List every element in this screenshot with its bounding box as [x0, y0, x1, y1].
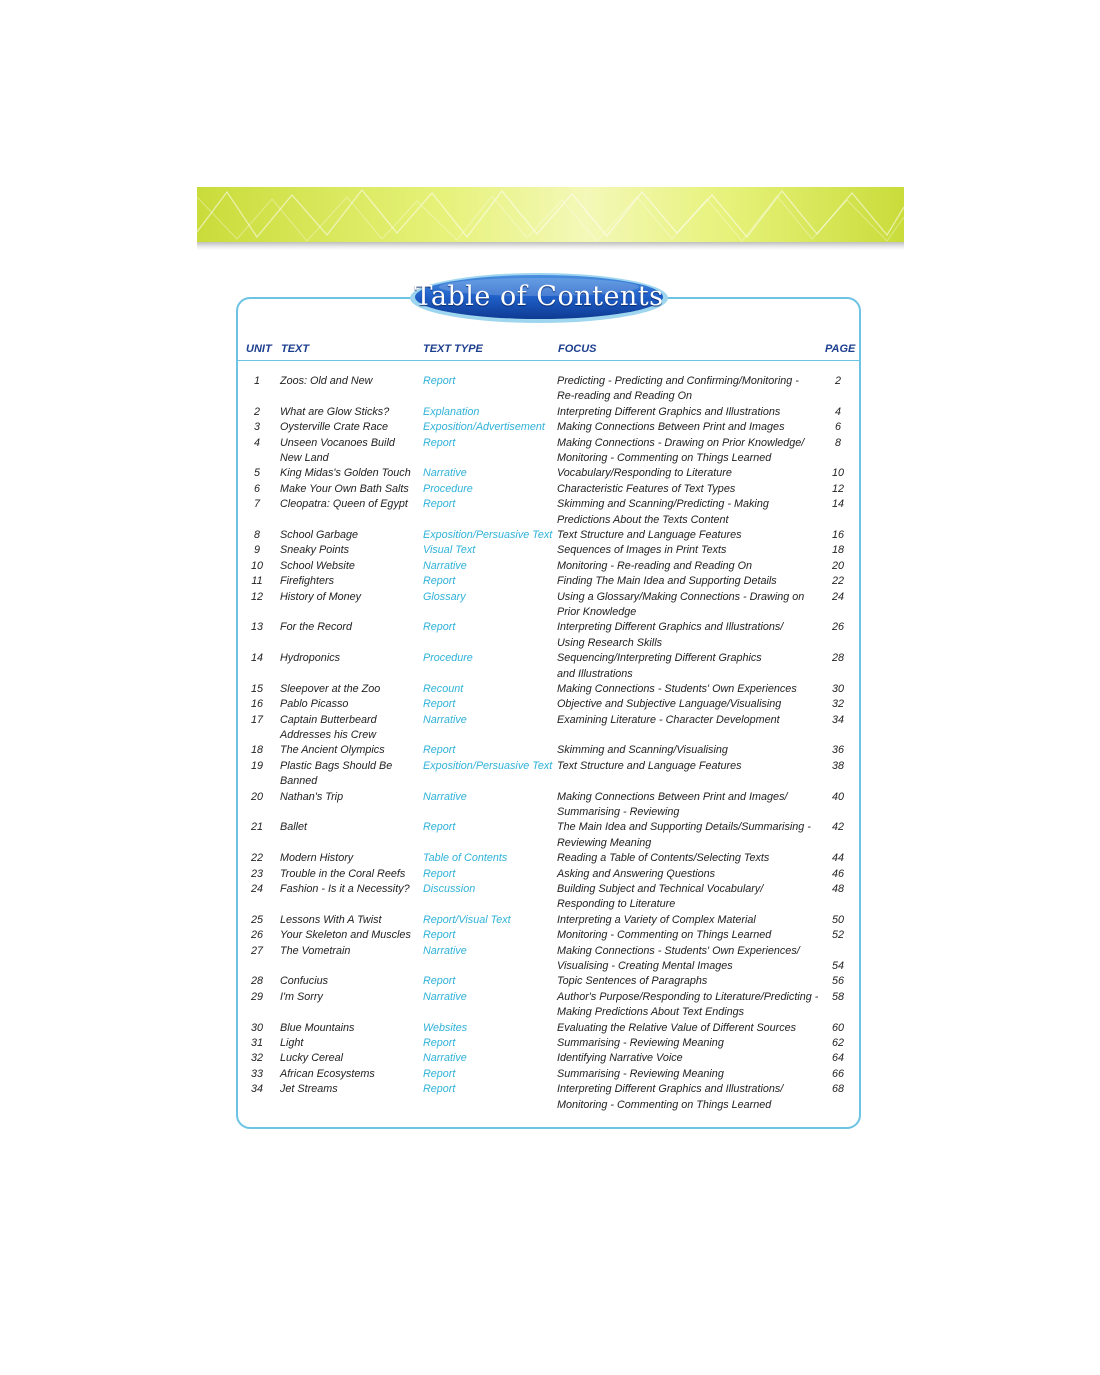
page-number: 60: [831, 1021, 844, 1034]
toc-row: [0, 759, 1100, 790]
text-type: Websites: [423, 1021, 468, 1034]
text-title-line: I'm Sorry: [280, 990, 323, 1003]
text-title-line: Nathan's Trip: [280, 790, 344, 803]
focus-line: Monitoring - Commenting on Things Learned: [557, 1098, 772, 1111]
unit-number: 12: [250, 590, 263, 603]
text-type: Visual Text: [423, 544, 476, 557]
toc-row: [0, 713, 1100, 744]
text-type: Narrative: [423, 1052, 467, 1065]
text-type: Report: [423, 867, 456, 880]
text-title: [280, 713, 420, 744]
toc-row: [0, 913, 1100, 928]
text-type: Glossary: [423, 590, 466, 603]
unit-number: 18: [250, 744, 263, 757]
focus-line: Making Connections - Students' Own Experiences: [557, 682, 797, 695]
focus-description: [557, 820, 822, 851]
text-title-line: History of Money: [280, 590, 362, 603]
text-title: [280, 743, 420, 758]
toc-row: [0, 697, 1100, 712]
text-title: [280, 1021, 420, 1036]
text-title: [280, 820, 420, 835]
toc-row: [0, 820, 1100, 851]
focus-description: [557, 497, 822, 528]
unit-number: 34: [250, 1083, 263, 1096]
toc-row: [0, 482, 1100, 497]
text-type: Procedure: [423, 652, 473, 665]
text-title-line: Hydroponics: [280, 652, 341, 665]
unit-number: 21: [250, 821, 263, 834]
header-text-type: TEXT TYPE: [423, 343, 483, 355]
text-title-line: African Ecosystems: [280, 1067, 375, 1080]
page-number: 10: [831, 467, 844, 480]
text-title-line: Oysterville Crate Race: [280, 421, 389, 434]
text-title: [280, 1067, 420, 1082]
focus-line: Skimming and Scanning/Predicting - Making: [557, 498, 769, 511]
text-type: Recount: [423, 682, 464, 695]
toc-row: [0, 1036, 1100, 1051]
header-focus: FOCUS: [558, 343, 597, 355]
unit-number: 11: [251, 575, 263, 588]
unit-number: 32: [250, 1052, 263, 1065]
text-type: Report: [423, 621, 456, 634]
text-title-line: Lucky Cereal: [280, 1052, 344, 1065]
focus-description: [557, 620, 822, 651]
focus-line: Text Structure and Language Features: [557, 759, 742, 772]
focus-description: [557, 974, 822, 989]
page-number: 42: [831, 821, 844, 834]
unit-number: 2: [253, 405, 260, 418]
text-title-line: Unseen Vocanoes Build: [280, 436, 395, 449]
text-title-line: Plastic Bags Should Be: [280, 759, 393, 772]
text-type: Report/Visual Text: [423, 913, 511, 926]
text-title: [280, 436, 420, 467]
page-number: 62: [831, 1037, 844, 1049]
focus-description: [557, 420, 822, 435]
text-title-line: Zoos: Old and New: [280, 375, 373, 387]
focus-description: [557, 682, 822, 697]
focus-line: Responding to Literature: [557, 898, 676, 911]
unit-number: 8: [253, 528, 260, 541]
focus-line: and Illustrations: [557, 667, 633, 680]
toc-row: [0, 990, 1100, 1021]
focus-line: Summarising - Reviewing Meaning: [557, 1037, 724, 1049]
focus-description: [557, 405, 822, 420]
header-text: TEXT: [281, 343, 310, 355]
text-type: Discussion: [423, 883, 476, 896]
text-type: Narrative: [423, 467, 467, 480]
focus-line: Vocabulary/Responding to Literature: [557, 467, 732, 480]
text-title-line: New Land: [280, 451, 329, 464]
page-number: 68: [831, 1083, 844, 1096]
text-title: [280, 420, 420, 435]
text-type: Report: [423, 1083, 456, 1096]
text-title-line: What are Glow Sticks?: [280, 405, 390, 418]
page-number: 18: [831, 544, 844, 557]
focus-description: [557, 882, 822, 913]
text-title: [280, 651, 420, 666]
toc-row: [0, 651, 1100, 682]
text-title: [280, 851, 420, 866]
text-title-line: Modern History: [280, 852, 354, 865]
unit-number: 27: [250, 944, 263, 957]
text-title-line: Your Skeleton and Muscles: [280, 929, 411, 942]
focus-line: Monitoring - Commenting on Things Learned: [557, 929, 772, 942]
page-number: 4: [834, 405, 841, 418]
toc-row: [0, 882, 1100, 913]
focus-description: [557, 790, 822, 821]
page-number: 40: [831, 790, 844, 803]
page-number: 30: [831, 682, 844, 695]
text-title: [280, 590, 420, 605]
focus-line: Making Predictions About Text Endings: [557, 1006, 745, 1019]
text-title: [280, 620, 420, 635]
focus-description: [557, 1082, 822, 1113]
toc-row: [0, 420, 1100, 435]
text-type: Exposition/Advertisement: [423, 421, 545, 434]
focus-description: [557, 559, 822, 574]
focus-line: Evaluating the Relative Value of Different Sources: [557, 1021, 797, 1034]
text-type: Report: [423, 698, 456, 711]
text-type: Report: [423, 929, 456, 942]
text-title: [280, 867, 420, 882]
focus-description: [557, 913, 822, 928]
page-number: 32: [831, 698, 844, 711]
focus-line: Characteristic Features of Text Types: [557, 482, 736, 495]
toc-row: [0, 944, 1100, 975]
text-title-line: Captain Butterbeard: [280, 713, 377, 726]
toc-row: [0, 528, 1100, 543]
page-number: 50: [831, 913, 844, 926]
focus-description: [557, 759, 822, 774]
focus-line: Making Connections Between Print and Images/: [557, 790, 788, 803]
text-type: Narrative: [423, 713, 467, 726]
text-type: Table of Contents: [423, 852, 508, 865]
focus-line: Reading a Table of Contents/Selecting Texts: [557, 852, 770, 865]
toc-row: [0, 436, 1100, 467]
page-number: 46: [831, 867, 844, 880]
focus-line: Summarising - Reviewing Meaning: [557, 1067, 724, 1080]
text-title-line: School Website: [280, 559, 355, 572]
unit-number: 26: [250, 929, 263, 942]
text-title: [280, 944, 420, 959]
unit-number: 4: [253, 436, 260, 449]
zigzag-pattern: [197, 187, 904, 242]
toc-row: [0, 405, 1100, 420]
focus-description: [557, 482, 822, 497]
unit-number: 6: [253, 482, 260, 495]
unit-number: 7: [253, 498, 260, 511]
toc-row: [0, 559, 1100, 574]
focus-line: Re-reading and Reading On: [557, 390, 693, 403]
text-title-line: Trouble in the Coral Reefs: [280, 867, 406, 880]
toc-row: [0, 1021, 1100, 1036]
text-title-line: Light: [280, 1037, 304, 1049]
text-type: Explanation: [423, 405, 480, 418]
page-number: 28: [831, 652, 844, 665]
title-badge: [408, 270, 670, 324]
unit-number: 9: [253, 544, 260, 557]
text-title: [280, 559, 420, 574]
page-number: 20: [831, 559, 844, 572]
toc-row: [0, 1067, 1100, 1082]
text-type: Procedure: [423, 482, 473, 495]
unit-number: 13: [250, 621, 263, 634]
text-title: [280, 374, 420, 389]
unit-number: 5: [253, 467, 260, 480]
text-title-line: Jet Streams: [280, 1083, 338, 1096]
focus-line: Predicting - Predicting and Confirming/Monitoring -: [557, 375, 799, 387]
focus-description: [557, 528, 822, 543]
text-title: [280, 759, 420, 790]
focus-line: Prior Knowledge: [557, 605, 637, 618]
focus-line: Skimming and Scanning/Visualising: [557, 744, 728, 757]
page-number: 38: [831, 759, 844, 772]
text-type: Report: [423, 1067, 456, 1080]
text-title-line: Cleopatra: Queen of Egypt: [280, 498, 408, 511]
unit-number: 24: [250, 883, 263, 896]
toc-row: [0, 851, 1100, 866]
unit-number: 3: [253, 421, 260, 434]
text-title: [280, 543, 420, 558]
header-unit: UNIT: [246, 343, 272, 355]
text-title: [280, 882, 420, 897]
text-title: [280, 990, 420, 1005]
focus-line: Examining Literature - Character Development: [557, 713, 780, 726]
focus-description: [557, 944, 822, 975]
unit-number: 22: [250, 852, 263, 865]
text-title-line: The Vometrain: [280, 944, 351, 957]
text-title-line: Lessons With A Twist: [280, 913, 382, 926]
text-title-line: Sleepover at the Zoo: [280, 682, 381, 695]
focus-description: [557, 574, 822, 589]
focus-line: Interpreting Different Graphics and Illustrations/: [557, 1083, 784, 1096]
focus-line: Interpreting Different Graphics and Illustrations/: [557, 621, 784, 634]
text-title-line: Fashion - Is it a Necessity?: [280, 883, 410, 896]
text-title: [280, 974, 420, 989]
text-title: [280, 528, 420, 543]
page-number: 34: [831, 713, 844, 726]
header-divider: [238, 360, 859, 361]
focus-line: Summarising - Reviewing: [557, 806, 680, 819]
focus-line: The Main Idea and Supporting Details/Summarising -: [557, 821, 811, 834]
text-title: [280, 497, 420, 512]
focus-line: Interpreting a Variety of Complex Material: [557, 913, 756, 926]
text-title-line: For the Record: [280, 621, 353, 634]
page-number: 12: [831, 482, 844, 495]
text-title: [280, 482, 420, 497]
page-number: 22: [831, 575, 844, 588]
focus-line: Predictions About the Texts Content: [557, 513, 729, 526]
unit-number: 20: [250, 790, 263, 803]
text-title: [280, 1051, 420, 1066]
text-title: [280, 1036, 420, 1051]
focus-line: Objective and Subjective Language/Visualising: [557, 698, 782, 711]
focus-description: [557, 713, 822, 728]
text-title-line: Banned: [280, 775, 318, 788]
focus-description: [557, 543, 822, 558]
page-number: 66: [831, 1067, 844, 1080]
text-title-line: King Midas's Golden Touch: [280, 467, 411, 480]
text-title: [280, 697, 420, 712]
unit-number: 10: [250, 559, 263, 572]
focus-description: [557, 851, 822, 866]
toc-row: [0, 743, 1100, 758]
page-number: 26: [831, 621, 844, 634]
toc-row: [0, 790, 1100, 821]
text-title: [280, 928, 420, 943]
focus-line: Reviewing Meaning: [557, 836, 652, 849]
page-number: 6: [834, 421, 841, 434]
text-title: [280, 1082, 420, 1097]
focus-line: Topic Sentences of Paragraphs: [557, 975, 708, 988]
text-type: Report: [423, 821, 456, 834]
text-title: [280, 790, 420, 805]
page-number: 48: [831, 883, 844, 896]
focus-line: Asking and Answering Questions: [557, 867, 716, 880]
toc-row: [0, 928, 1100, 943]
text-type: Report: [423, 498, 456, 511]
text-title-line: The Ancient Olympics: [280, 744, 385, 757]
focus-description: [557, 436, 822, 467]
unit-number: 17: [250, 713, 263, 726]
focus-description: [557, 1067, 822, 1082]
text-title-line: Pablo Picasso: [280, 698, 349, 711]
page-number: 56: [831, 975, 844, 988]
page-number: 14: [831, 498, 844, 511]
text-type: Exposition/Persuasive Text: [423, 528, 553, 541]
focus-line: Text Structure and Language Features: [557, 528, 742, 541]
unit-number: 30: [250, 1021, 263, 1034]
text-title-line: Blue Mountains: [280, 1021, 355, 1034]
focus-description: [557, 697, 822, 712]
unit-number: 16: [250, 698, 263, 711]
focus-description: [557, 590, 822, 621]
text-title-line: Confucius: [280, 975, 329, 988]
focus-line: Visualising - Creating Mental Images: [557, 960, 733, 973]
header-page: PAGE: [825, 343, 856, 355]
page-number: 64: [831, 1052, 844, 1065]
text-title-line: Addresses his Crew: [280, 729, 377, 742]
toc-row: [0, 590, 1100, 621]
focus-line: Identifying Narrative Voice: [557, 1052, 683, 1065]
unit-number: 23: [250, 867, 263, 880]
focus-line: Making Connections - Drawing on Prior Knowledge/: [557, 436, 805, 449]
text-title-line: Sneaky Points: [280, 544, 350, 557]
text-type: Exposition/Persuasive Text: [423, 759, 553, 772]
text-type: Report: [423, 575, 456, 588]
text-title-line: Ballet: [280, 821, 308, 834]
unit-number: 25: [250, 913, 263, 926]
unit-number: 14: [250, 652, 263, 665]
focus-description: [557, 1036, 822, 1051]
focus-line: Finding The Main Idea and Supporting Details: [557, 575, 777, 588]
text-title: [280, 574, 420, 589]
text-title-line: Make Your Own Bath Salts: [280, 482, 409, 495]
page-title: Table of Contents: [414, 281, 664, 312]
focus-description: [557, 743, 822, 758]
page-number: 54: [831, 960, 844, 973]
unit-number: 28: [250, 975, 263, 988]
text-title-line: Firefighters: [280, 575, 335, 588]
focus-description: [557, 466, 822, 481]
header-banner: [197, 187, 904, 242]
page-number: 58: [831, 990, 844, 1003]
text-type: Narrative: [423, 559, 467, 572]
text-title: [280, 405, 420, 420]
focus-description: [557, 651, 822, 682]
focus-description: [557, 867, 822, 882]
toc-row: [0, 1051, 1100, 1066]
toc-row: [0, 682, 1100, 697]
focus-description: [557, 374, 822, 405]
text-title-line: School Garbage: [280, 528, 359, 541]
toc-row: [0, 497, 1100, 528]
focus-line: Using a Glossary/Making Connections - Drawing on: [557, 590, 805, 603]
focus-description: [557, 1051, 822, 1066]
text-title: [280, 466, 420, 481]
focus-line: Sequencing/Interpreting Different Graphics: [557, 652, 762, 665]
focus-line: Interpreting Different Graphics and Illustrations: [557, 405, 781, 418]
focus-description: [557, 928, 822, 943]
toc-row: [0, 466, 1100, 481]
focus-line: Building Subject and Technical Vocabulary/: [557, 883, 764, 896]
unit-number: 29: [250, 990, 263, 1003]
focus-line: Monitoring - Re-reading and Reading On: [557, 559, 753, 572]
toc-row: [0, 574, 1100, 589]
text-title: [280, 913, 420, 928]
page-number: 8: [834, 436, 841, 449]
unit-number: 15: [250, 682, 263, 695]
toc-row: [0, 620, 1100, 651]
focus-line: Author's Purpose/Responding to Literature/Predicting -: [557, 990, 819, 1003]
page-number: 52: [831, 929, 844, 942]
contents-table: [0, 374, 1100, 1113]
unit-number: 31: [250, 1037, 263, 1049]
focus-line: Using Research Skills: [557, 636, 663, 649]
page-number: 24: [831, 590, 844, 603]
text-type: Report: [423, 744, 456, 757]
focus-description: [557, 1021, 822, 1036]
text-type: Report: [423, 975, 456, 988]
focus-line: Sequences of Images in Print Texts: [557, 544, 727, 557]
page-number: 2: [834, 375, 841, 387]
focus-description: [557, 990, 822, 1021]
text-type: Report: [423, 436, 456, 449]
unit-number: 19: [250, 759, 263, 772]
toc-row: [0, 974, 1100, 989]
text-type: Report: [423, 1037, 456, 1049]
focus-line: Making Connections Between Print and Images: [557, 421, 785, 434]
text-type: Report: [423, 375, 456, 387]
unit-number: 1: [253, 375, 260, 387]
toc-row: [0, 543, 1100, 558]
page-number: 44: [831, 852, 844, 865]
text-type: Narrative: [423, 990, 467, 1003]
page-number: 16: [831, 528, 844, 541]
text-title: [280, 682, 420, 697]
text-type: Narrative: [423, 790, 467, 803]
toc-row: [0, 867, 1100, 882]
focus-line: Making Connections - Students' Own Experiences/: [557, 944, 800, 957]
banner-shadow: [197, 242, 904, 250]
text-type: Narrative: [423, 944, 467, 957]
toc-row: [0, 1082, 1100, 1113]
toc-row: [0, 374, 1100, 405]
focus-line: Monitoring - Commenting on Things Learned: [557, 451, 772, 464]
page-number: 36: [831, 744, 844, 757]
unit-number: 33: [250, 1067, 263, 1080]
